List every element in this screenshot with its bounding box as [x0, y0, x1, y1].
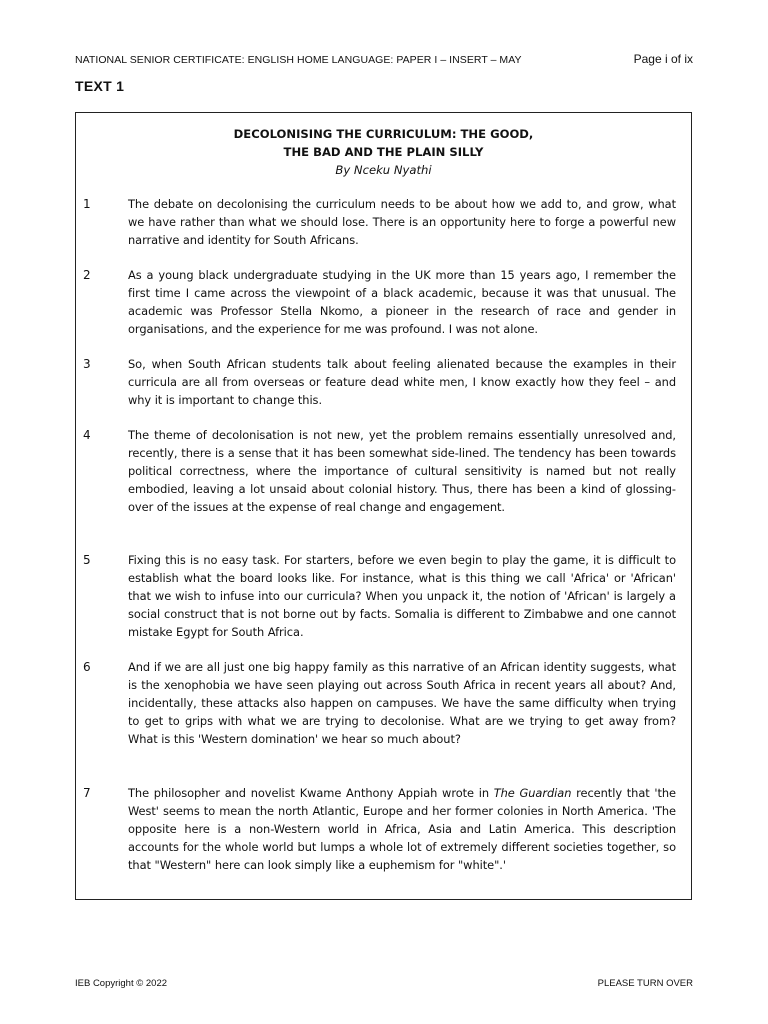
paragraph-text: So, when South African students talk about feeling alienated because the examples in their curricula are all from overseas or feature dead white men, I know exactly how they feel – and why it is important to change this.	[128, 357, 676, 407]
paragraph-text: Fixing this is no easy task. For starters, before we even begin to play the game, it is difficult to establish what the board looks like. For instance, what is this thing we call 'Africa' or 'African' that we wish to infuse into our curricula? When you unpack it, the notion of 'African' is largely a social construct that is not borne out by facts. Somalia is different to Zimbabwe and one cannot mistake Egypt for South Africa.	[128, 553, 676, 639]
article-box	[75, 112, 692, 900]
paragraph-number: 1	[83, 197, 91, 211]
page-number: Page i of ix	[633, 52, 693, 66]
paragraph-number: 4	[83, 428, 91, 442]
page-header	[75, 52, 693, 68]
paragraph-text: And if we are all just one big happy family as this narrative of an African identity suggests, what is the xenophobia we have seen playing out across South Africa in recent years all about? And, incidentally, these attacks also happen on campuses. We have the same difficulty when trying to get to grips with what we are trying to decolonise. What are we trying to get away from? What is this 'Western domination' we hear so much about?	[128, 660, 676, 746]
page-footer	[75, 978, 693, 992]
paragraph-text: The debate on decolonising the curriculum needs to be about how we add to, and grow, what we have rather than what we should lose. There is an opportunity here to forge a powerful new narrative and identity for South Africans.	[128, 197, 676, 247]
paragraph-number: 6	[83, 660, 91, 674]
publication-title: The Guardian	[493, 786, 572, 800]
paragraph-number: 7	[83, 786, 91, 800]
section-heading: TEXT 1	[75, 78, 125, 94]
paragraph-text	[128, 784, 676, 874]
paragraph-text-part: The philosopher and novelist Kwame Anthony Appiah wrote in	[128, 786, 494, 800]
article-byline: By Nceku Nyathi	[335, 163, 432, 177]
paragraph-text: The theme of decolonisation is not new, yet the problem remains essentially unresolved and, recently, there is a sense that it has been somewhat side-lined. The tendency has been towards political correctness, where the importance of cultural sensitivity is named but not really embodied, leaving a lot unsaid about colonial history. Thus, there has been a kind of glossing-over of the issues at the expense of real change and engagement.	[128, 428, 676, 514]
paragraph-text: As a young black undergraduate studying in the UK more than 15 years ago, I remember the first time I came across the viewpoint of a black academic, because it was that unusual. The academic was Professor Stella Nkomo, a pioneer in the research of race and gender in organisations, and the experience for me was profound. I was not alone.	[128, 268, 676, 336]
turn-over-notice: PLEASE TURN OVER	[597, 978, 693, 989]
paragraph-number: 5	[83, 553, 91, 567]
paragraph-number: 2	[83, 268, 91, 282]
article-title-line2: THE BAD AND THE PLAIN SILLY	[283, 145, 484, 159]
header-title: NATIONAL SENIOR CERTIFICATE: ENGLISH HOME LANGUAGE: PAPER I – INSERT – MAY	[75, 54, 522, 66]
paragraph-number: 3	[83, 357, 91, 371]
copyright-notice: IEB Copyright © 2022	[75, 978, 168, 989]
article-title-line1: DECOLONISING THE CURRICULUM: THE GOOD,	[233, 127, 534, 141]
article-title	[76, 125, 691, 161]
paragraph-text-part: recently that 'the West' seems to mean the north Atlantic, Europe and her former colonies in North America. 'The opposite here is a non-Western world in Africa, Asia and Latin America. This description accounts for the whole world but lumps a whole lot of extremely different societies together, so that "Western" here can look simply like a euphemism for "white".'	[128, 786, 677, 872]
